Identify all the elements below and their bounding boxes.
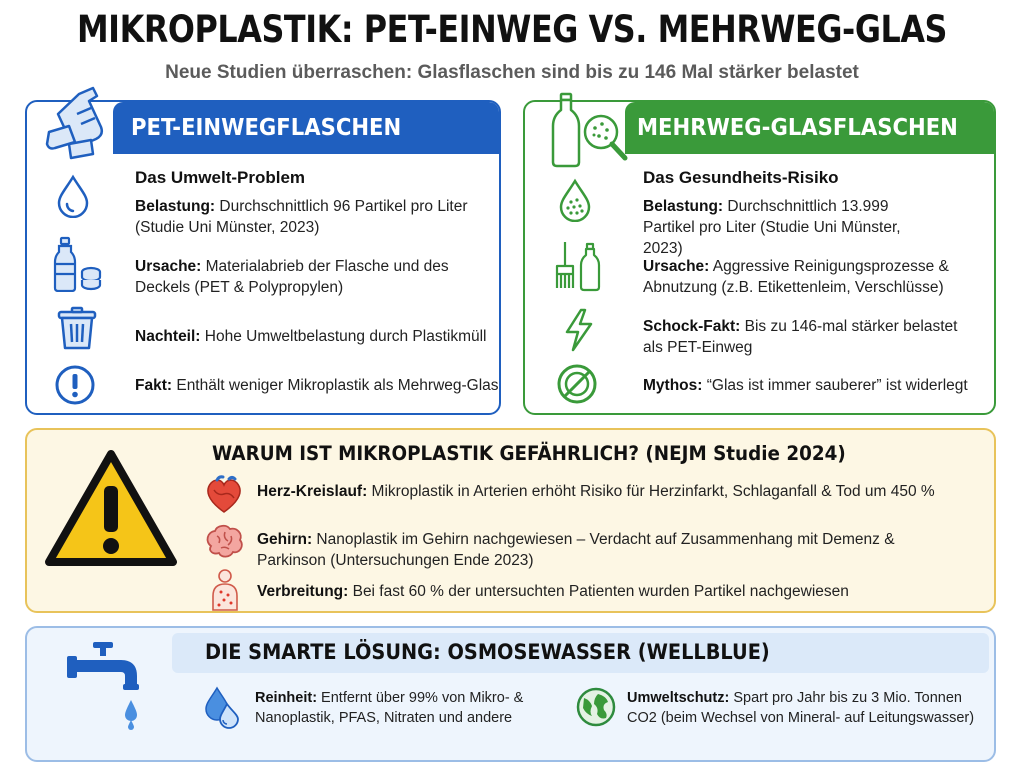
globe-icon — [575, 686, 617, 728]
brush-bottle-icon — [551, 238, 605, 292]
pet-card — [25, 100, 501, 415]
pet-item-belastung: Belastung: Durchschnittlich 96 Partikel pro Liter (Studie Uni Münster, 2023) — [135, 198, 468, 236]
danger-item-herz: Herz-Kreislauf: Mikroplastik in Arterien erhöht Risiko für Herzinfarkt, Schlaganfall & Tod um 450 % — [257, 483, 935, 500]
pet-subheading: Das Umwelt-Problem — [135, 168, 306, 187]
heart-icon — [203, 474, 245, 516]
danger-item-verbreitung: Verbreitung: Bei fast 60 % der untersuchten Patienten wurden Partikel nachgewiesen — [257, 583, 849, 600]
glass-item-belastung: Belastung: Durchschnittlich 13.999 Partikel pro Liter (Studie Uni Münster, 2023) — [643, 198, 901, 257]
glass-item-mythos: Mythos: “Glas ist immer sauberer” ist widerlegt — [643, 377, 968, 394]
danger-heading: WARUM IST MIKROPLASTIK GEFÄHRLICH? (NEJM Studie 2024) — [212, 442, 846, 465]
body-icon — [207, 568, 243, 612]
pet-heading-band — [113, 102, 499, 154]
danger-item-gehirn: Gehirn: Nanoplastik im Gehirn nachgewiesen – Verdacht auf Zusammenhang mit Demenz & Parkinson (Untersuchungen Ende 2023) — [257, 531, 895, 569]
pet-item-nachteil: Nachteil: Hohe Umweltbelastung durch Plastikmüll — [135, 328, 487, 345]
glass-item-schock-fakt: Schock-Fakt: Bis zu 146-mal stärker belastet als PET-Einweg — [643, 318, 958, 356]
solution-heading: DIE SMARTE LÖSUNG: OSMOSEWASSER (WELLBLUE) — [205, 640, 770, 664]
danger-card — [25, 428, 996, 613]
glass-heading: MEHRWEG-GLASFLASCHEN — [637, 115, 958, 141]
solution-item-umweltschutz: Umweltschutz: Spart pro Jahr bis zu 3 Mio. Tonnen CO2 (beim Wechsel von Mineral- auf Leitungswasser) — [627, 690, 975, 726]
lightning-icon — [561, 308, 597, 352]
plastic-bottles-icon — [41, 84, 121, 164]
brain-icon — [203, 522, 245, 562]
particle-drop-icon — [557, 178, 593, 222]
bottle-caps-icon — [51, 236, 103, 292]
water-tap-icon — [63, 640, 147, 730]
page-title: MIKROPLASTIK: PET-EINWEG VS. MEHRWEG-GLAS — [76, 8, 948, 51]
warning-triangle-icon — [43, 448, 179, 570]
page-subtitle: Neue Studien überraschen: Glasflaschen sind bis zu 146 Mal stärker belastet — [165, 62, 859, 83]
pet-heading: PET-EINWEGFLASCHEN — [131, 115, 402, 141]
trash-bin-icon — [55, 306, 99, 352]
pure-drop-icon — [203, 684, 239, 732]
glass-heading-band — [625, 102, 994, 154]
pet-item-ursache: Ursache: Materialabrieb der Flasche und des Deckels (PET & Polypropylen) — [135, 258, 449, 296]
glass-item-ursache: Ursache: Aggressive Reinigungsprozesse & Abnutzung (z.B. Etikettenleim, Verschlüsse) — [643, 258, 949, 296]
prohibited-icon — [555, 362, 599, 406]
solution-item-reinheit: Reinheit: Entfernt über 99% von Mikro- & Nanoplastik, PFAS, Nitraten und andere — [255, 690, 524, 726]
glass-card — [523, 100, 996, 415]
glass-subheading: Das Gesundheits-Risiko — [643, 168, 839, 187]
pet-item-fakt: Fakt: Enthält weniger Mikroplastik als Mehrweg-Glas — [135, 377, 499, 394]
exclamation-circle-icon — [54, 364, 96, 406]
glass-bottle-magnifier-icon — [545, 90, 631, 170]
solution-card — [25, 626, 996, 762]
water-drop-icon — [55, 174, 91, 218]
